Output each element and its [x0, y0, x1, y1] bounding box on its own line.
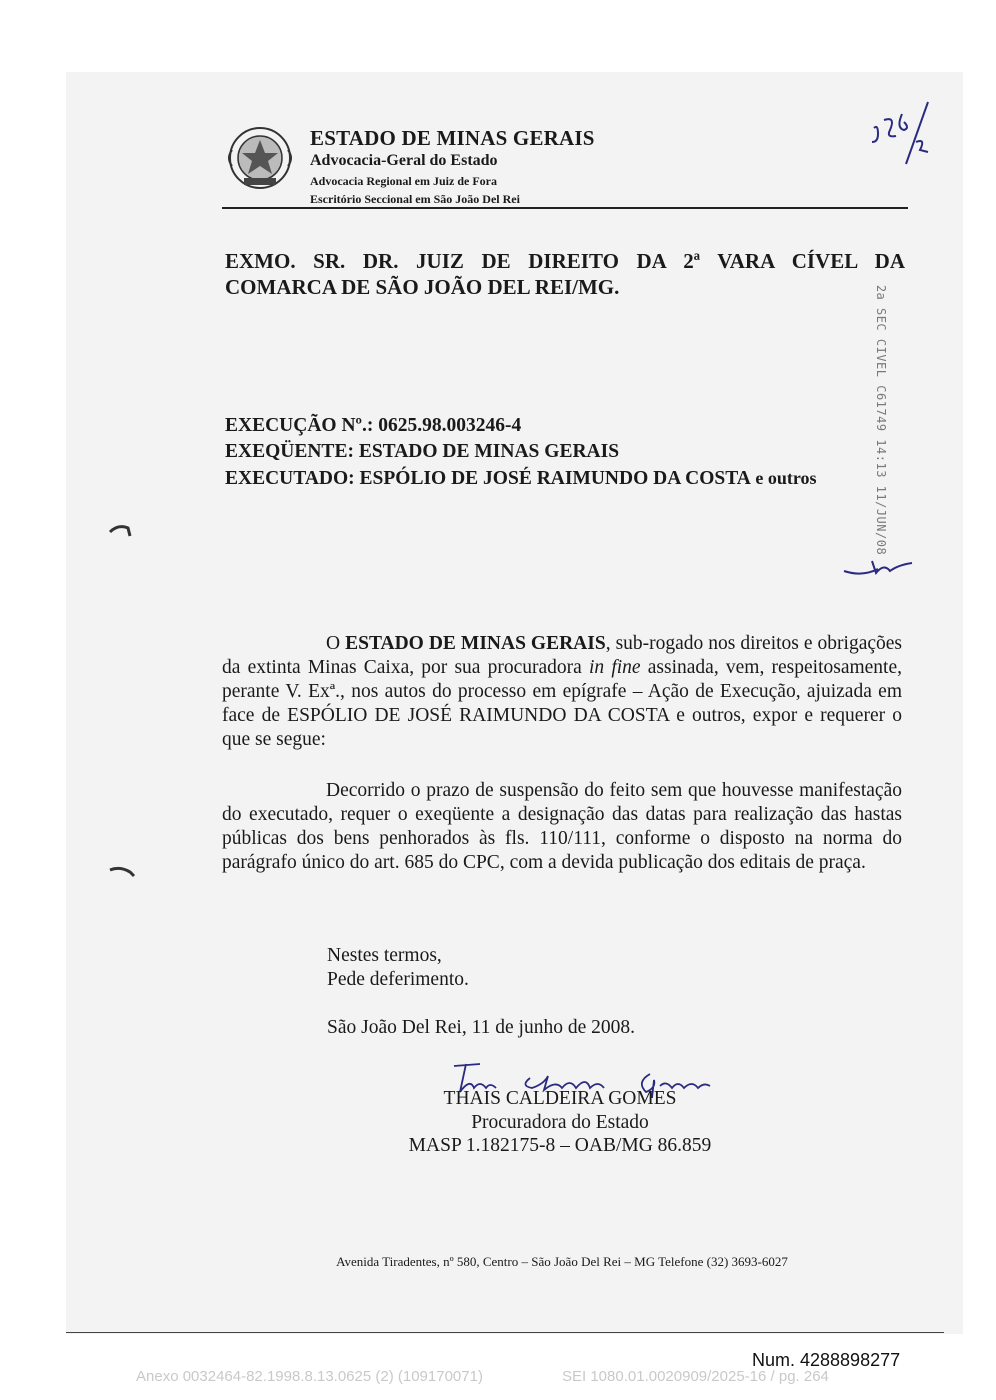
- signer-ids: MASP 1.182175-8 – OAB/MG 86.859: [408, 1135, 712, 1156]
- case-info: [225, 413, 885, 492]
- p1-italic: in fine: [589, 657, 641, 678]
- sei-reference: SEI 1080.01.0020909/2025-16 / pg. 264: [562, 1368, 829, 1385]
- punch-hole-mark: [108, 522, 136, 540]
- case-number: EXECUÇÃO Nº.: 0625.98.003246-4: [225, 415, 522, 436]
- annex-reference: Anexo 0032464-82.1998.8.13.0625 (2) (109170071): [136, 1368, 483, 1385]
- signer-name: THAIS CALDEIRA GOMES: [443, 1088, 677, 1109]
- case-executado: [225, 465, 885, 492]
- coat-of-arms-icon: [222, 120, 298, 196]
- case-exequente: EXEQÜENTE: ESTADO DE MINAS GERAIS: [225, 441, 620, 462]
- addressee-line2: COMARCA DE SÃO JOÃO DEL REI/MG.: [225, 275, 620, 299]
- header-office: Escritório Seccional em São João Del Rei: [310, 192, 520, 206]
- p1-end: assinada, vem, respeitosamente, perante V. Exª., nos autos do processo em epígrafe – Ação de Execução, ajuizada em face de ESPÓLIO DE JOSÉ RAIMUNDO DA COSTA e outros, expor e requerer o que se segue:: [222, 657, 902, 750]
- bottom-divider: [66, 1332, 944, 1333]
- closing-date: São João Del Rei, 11 de junho de 2008.: [327, 1017, 635, 1038]
- closing-line1: Nestes termos,: [327, 945, 442, 966]
- header-divider: [222, 207, 908, 209]
- closing-line2: Pede deferimento.: [327, 969, 469, 990]
- handwritten-page-number: [866, 98, 942, 168]
- punch-hole-mark: [108, 862, 136, 880]
- p1-start: O: [326, 633, 346, 654]
- case-executado-main: EXECUTADO: ESPÓLIO DE JOSÉ RAIMUNDO DA COSTA: [225, 468, 751, 489]
- p1-bold: ESTADO DE MINAS GERAIS: [345, 633, 606, 654]
- addressee: [225, 248, 905, 300]
- footer-address: Avenida Tiradentes, nº 580, Centro – São João Del Rei – MG Telefone (32) 3693-6027: [336, 1254, 788, 1269]
- signer-role: Procuradora do Estado: [471, 1112, 649, 1133]
- p1-mid: , sub-rogado nos direitos e obrigações da extinta Minas Caixa, por sua procuradora: [222, 633, 902, 678]
- addressee-line1: EXMO. SR. DR. JUIZ DE DIREITO DA 2ª VARA CÍVEL DA: [225, 249, 905, 273]
- document-number: Num. 4288898277: [752, 1350, 901, 1370]
- protocol-stamp: 2a SEC CIVEL C61749 14:13 11/JUN/08: [874, 284, 888, 556]
- letterhead: [222, 112, 908, 208]
- body-paragraph-2: Decorrido o prazo de suspensão do feito sem que houvesse manifestação do executado, requer o exeqüente a designação das datas para realização das hastas públicas dos bens penhorados às fls. 110/111, conforme o disposto na norma do parágrafo único do art. 685 do CPC, com a devida publicação dos editais de praça.: [222, 780, 902, 873]
- body-paragraph-1: [222, 632, 902, 752]
- header-title: ESTADO DE MINAS GERAIS: [310, 126, 595, 150]
- handwritten-initial: [842, 555, 916, 579]
- header-regional: Advocacia Regional em Juiz de Fora: [310, 174, 497, 188]
- header-subtitle: Advocacia-Geral do Estado: [310, 152, 498, 169]
- case-executado-tail: e outros: [750, 468, 817, 488]
